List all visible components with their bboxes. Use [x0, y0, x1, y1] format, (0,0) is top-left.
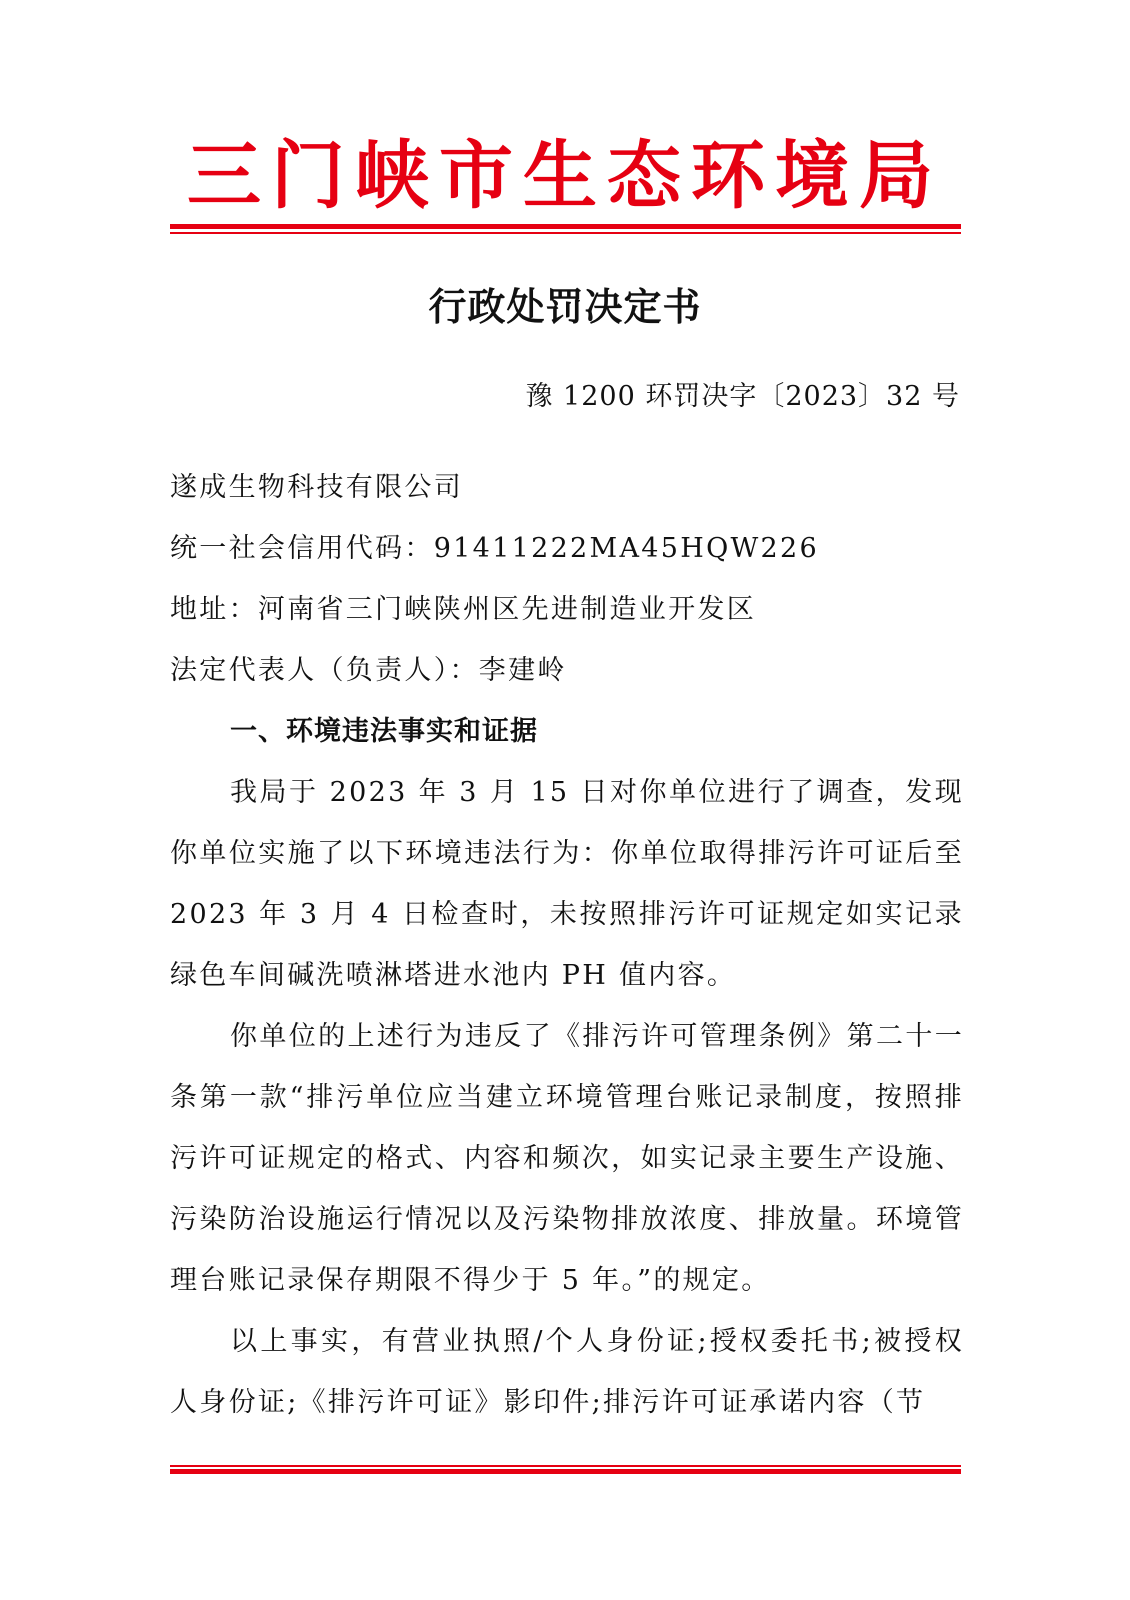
agency-letterhead-title: 三门峡市生态环境局: [187, 133, 943, 219]
company-address: 地址：河南省三门峡陕州区先进制造业开发区: [170, 594, 756, 625]
regulation-paragraph: 你单位的上述行为违反了《排污许可管理条例》第二十一条第一款“排污单位应当建立环境管理台账记录制度，按照排污许可证规定的格式、内容和频次，如实记录主要生产设施、污染防治设施运行情况以及污染物排放浓度、排放量。环境管理台账记录保存期限不得少于 5 年。”的规定。: [170, 1021, 964, 1296]
letterhead-divider-thick: [170, 224, 961, 229]
legal-representative: 法定代表人（负责人）：李建岭: [170, 655, 567, 686]
evidence-paragraph: 以上事实，有营业执照/个人身份证;授权委托书;被授权人身份证;《排污许可证》影印件;排污许可证承诺内容（节: [170, 1326, 964, 1418]
company-name: 遂成生物科技有限公司: [170, 472, 463, 503]
footer-divider-thin: [170, 1465, 961, 1467]
section-heading-violation-facts: 一、环境违法事实和证据: [230, 716, 538, 747]
violation-paragraph: 我局于 2023 年 3 月 15 日对你单位进行了调查，发现你单位实施了以下环境违法行为：你单位取得排污许可证后至 2023 年 3 月 4 日检查时，未按照排污许可证规定如实记录绿色车间碱洗喷淋塔进水池内 PH 值内容。: [170, 777, 964, 991]
footer-divider-thick: [170, 1469, 961, 1474]
document-number: 豫 1200 环罚决字〔2023〕32 号: [525, 381, 960, 412]
credit-code: 统一社会信用代码：91411222MA45HQW226: [170, 533, 819, 564]
document-title: 行政处罚决定书: [428, 285, 702, 329]
document-body: [170, 457, 964, 1433]
letterhead-divider-thin: [170, 232, 961, 234]
